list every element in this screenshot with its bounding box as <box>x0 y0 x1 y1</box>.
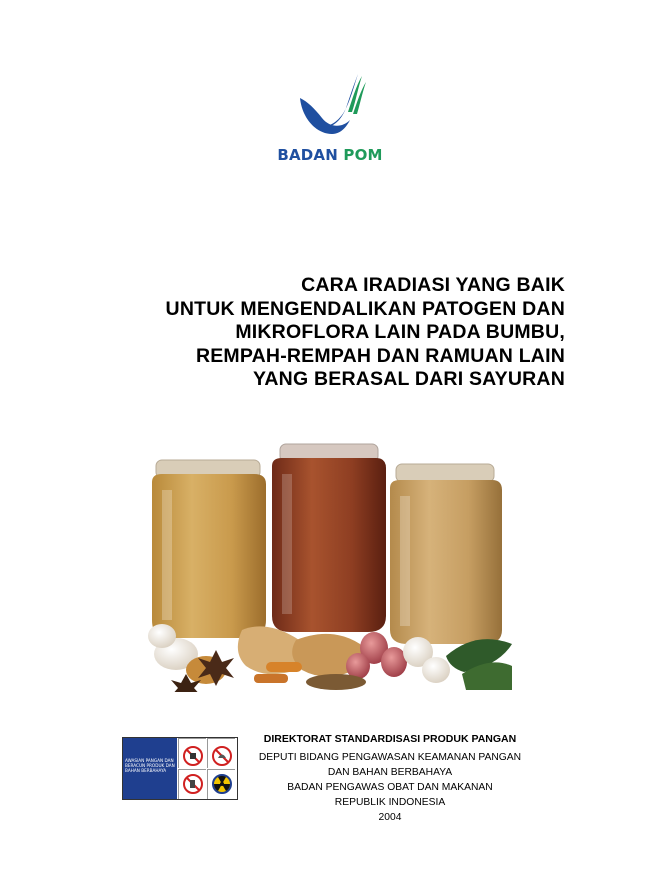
no-pesticide-icon <box>178 738 206 768</box>
radiation-icon <box>207 769 235 799</box>
title-line: UNTUK MENGENDALIKAN PATOGEN DAN <box>165 297 565 320</box>
publisher-block <box>245 732 535 825</box>
badan-pom-logo <box>270 68 390 168</box>
jar-right <box>390 464 502 644</box>
publication-year: 2004 <box>378 812 402 823</box>
no-hazard-icon <box>178 769 206 799</box>
logo-swoosh-icon <box>292 68 368 140</box>
awasi-pangan-badge <box>122 737 238 800</box>
badge-panel-text: AWASIAN PANGAN DAN BERACUN PRODUK DAN BAHAN BERBAHAYA <box>125 758 175 773</box>
food-safety-icon <box>207 738 235 768</box>
deputy-line-1: DEPUTI BIDANG PENGAWASAN KEAMANAN PANGAN <box>258 752 522 763</box>
agency-name: BADAN PENGAWAS OBAT DAN MAKANAN <box>287 782 493 793</box>
directorate-name: DIREKTORAT STANDARDISASI PRODUK PANGAN <box>263 733 517 745</box>
jar-middle <box>272 444 386 632</box>
country-name: REPUBLIK INDONESIA <box>334 797 446 808</box>
title-line: MIKROFLORA LAIN PADA BUMBU, <box>235 321 565 344</box>
logo-word-pom: POM <box>343 146 383 164</box>
title-line: YANG BERASAL DARI SAYURAN <box>252 368 565 391</box>
badge-icon-grid <box>178 738 236 799</box>
deputy-line-2: DAN BAHAN BERBAHAYA <box>327 767 453 778</box>
title-line: REMPAH-REMPAH DAN RAMUAN LAIN <box>195 344 565 367</box>
title-line: CARA IRADIASI YANG BAIK <box>301 274 565 296</box>
badge-blue-panel <box>123 738 177 799</box>
jar-left <box>152 460 266 638</box>
logo-wordmark <box>270 146 390 164</box>
document-title <box>85 274 565 392</box>
logo-word-badan: BADAN <box>277 146 338 164</box>
spice-jars-photo <box>146 430 514 692</box>
